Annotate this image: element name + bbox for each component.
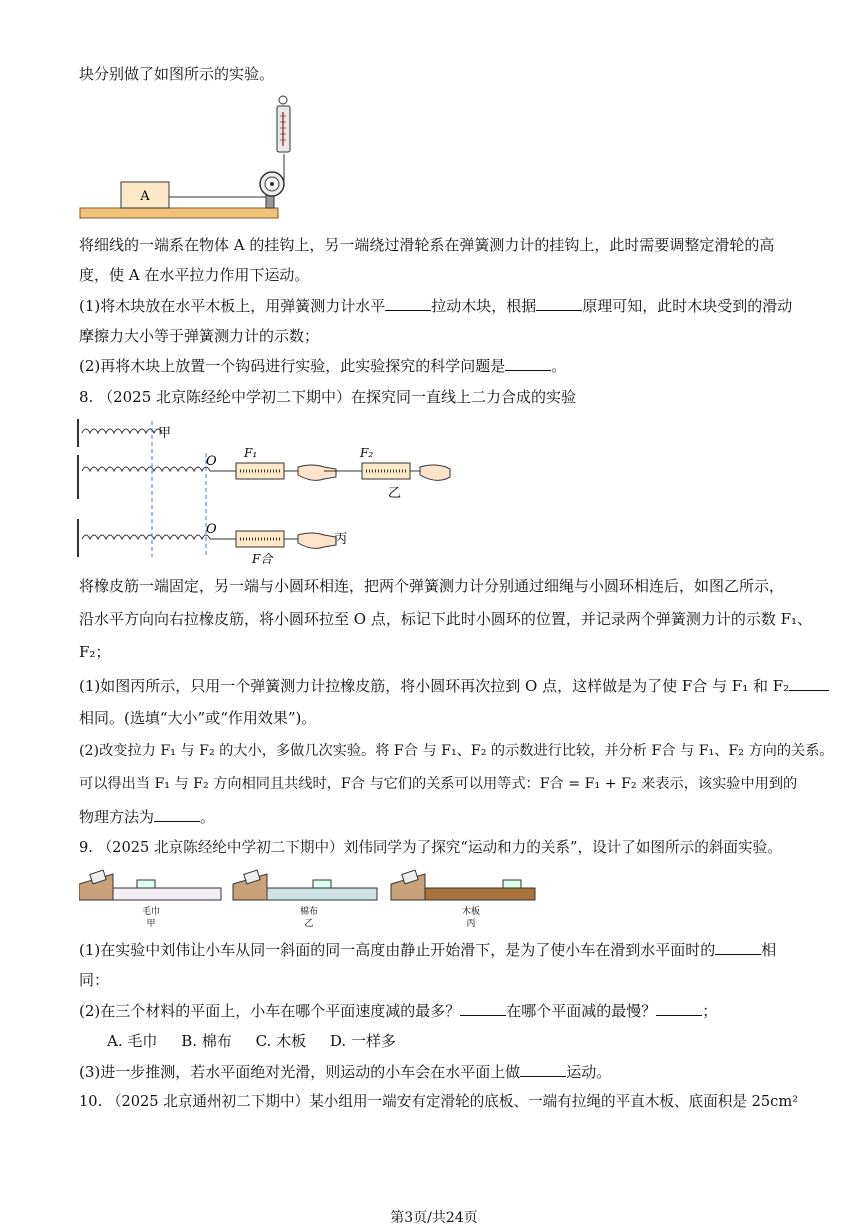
incline-experiment-figure: [79, 866, 539, 934]
surface-tag: 丙: [466, 919, 476, 929]
force-fhe-label: F合: [252, 552, 273, 566]
answer-blank[interactable]: [520, 1062, 566, 1077]
point-o: O: [206, 522, 217, 537]
text-line: (1)在实验中刘伟让小车从同一斜面的同一高度由静止开始滑下，是为了使小车在滑到水平面时的 相: [79, 941, 777, 959]
surface-name: 棉布: [299, 907, 319, 917]
question-heading: 8. （2025 北京陈经纶中学初二下期中）在探究同一直线上二力合成的实验: [79, 388, 577, 406]
surface-tag: 甲: [146, 919, 156, 929]
text-line: (3)进一步推测，若水平面绝对光滑，则运动的小车会在水平面上做 运动。: [79, 1063, 612, 1081]
text-line: 摩擦力大小等于弹簧测力计的示数；: [79, 327, 320, 345]
answer-blank[interactable]: [505, 356, 551, 371]
block-label: A: [140, 189, 150, 204]
text-line: (2)再将木块上放置一个钩码进行实验，此实验探究的科学问题是 。: [79, 357, 567, 375]
text-line: 将橡皮筋一端固定，另一端与小圆环相连，把两个弹簧测力计分别通过细绳与小圆环相连后，如图乙所示，: [79, 577, 785, 595]
point-o: O: [206, 454, 217, 469]
answer-blank[interactable]: [385, 296, 431, 311]
text-line: 度，使 A 在水平拉力作用下运动。: [79, 266, 310, 284]
text-line: (2)改变拉力 F₁ 与 F₂ 的大小，多做几次实验。将 F合 与 F₁、F₂ 的示数进行比较，并分析 F合 与 F₁、F₂ 方向的关系。: [79, 743, 834, 759]
text-line: 将细线的一端系在物体 A 的挂钩上，另一端绕过滑轮系在弹簧测力计的挂钩上，此时需要调整定滑轮的高: [79, 236, 775, 254]
force-f2-label: F₂: [360, 446, 374, 460]
label-yi: 乙: [388, 486, 402, 501]
text-line: 同：: [79, 971, 110, 989]
text-line: 沿水平方向向右拉橡皮筋，将小圆环拉至 O 点，标记下此时小圆环的位置，并记录两个弹簧测力计的示数 F₁、: [79, 610, 813, 628]
text-line: 相同。(选填“大小”或“作用效果”)。: [79, 709, 317, 727]
force-composition-figure: [72, 417, 452, 567]
text-line: (1)将木块放在水平木板上，用弹簧测力计水平 拉动木块，根据 原理可知，此时木块受到的滑动: [79, 297, 793, 315]
answer-blank[interactable]: [536, 296, 582, 311]
answer-blank[interactable]: [460, 1001, 506, 1016]
text-line: F₂；: [79, 643, 111, 661]
question-heading: 10. （2025 北京通州初二下期中）某小组用一端安有定滑轮的底板、一端有拉绳的平直木板、底面积是 25cm²: [79, 1093, 799, 1110]
surface-tag: 乙: [304, 919, 314, 929]
label-jia: 甲: [158, 426, 172, 441]
text-line: 块分别做了如图所示的实验。: [79, 65, 275, 83]
answer-options: A. 毛巾 B. 棉布 C. 木板 D. 一样多: [107, 1032, 396, 1050]
answer-blank[interactable]: [789, 676, 829, 691]
surface-name: 毛巾: [141, 907, 161, 917]
answer-blank[interactable]: [154, 807, 200, 822]
answer-blank[interactable]: [715, 940, 761, 955]
surface-name: 木板: [461, 907, 481, 917]
label-bing: 丙: [334, 532, 348, 547]
page-footer: 第3页/共24页: [390, 1210, 478, 1226]
pulley-experiment-figure: [79, 94, 299, 224]
text-line: (1)如图丙所示，只用一个弹簧测力计拉橡皮筋，将小圆环再次拉到 O 点，这样做是为了使 F合 与 F₁ 和 F₂: [79, 676, 829, 696]
text-line: (2)在三个材料的平面上，小车在哪个平面速度减的最多？ 在哪个平面减的最慢？ ；: [79, 1002, 718, 1020]
force-f1-label: F₁: [244, 446, 258, 460]
question-heading: 9. （2025 北京陈经纶中学初二下期中）刘伟同学为了探究“运动和力的关系”，设计了如图所示的斜面实验。: [79, 839, 782, 856]
answer-blank[interactable]: [656, 1001, 702, 1016]
text-line: 物理方法为 。: [79, 808, 216, 826]
text-line: 可以得出当 F₁ 与 F₂ 方向相同且共线时，F合 与它们的关系可以用等式：F合 = F₁ + F₂ 来表示，该实验中用到的: [79, 776, 798, 792]
